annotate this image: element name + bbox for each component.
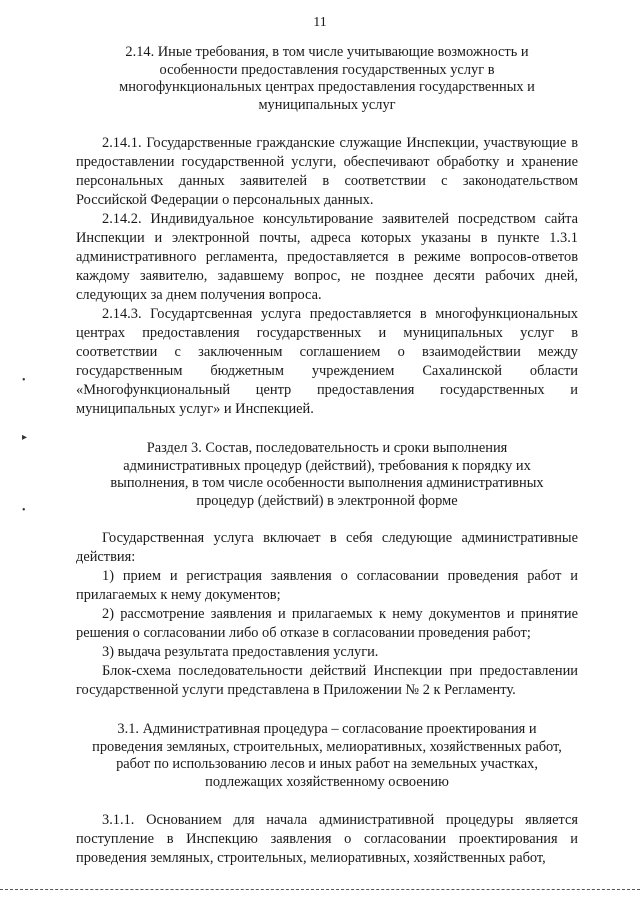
section-heading-2-14: 2.14. Иные требования, в том числе учитывающие возможность и особенности предоставления государственных услуг в многофункциональных центрах предоставления государственных и муниципальных услуг (119, 44, 535, 113)
margin-mark: ▸ (22, 432, 28, 443)
paragraph-flowchart: Блок-схема последовательности действий Инспекции при предоставлении государственной услуги представлена в Приложении № 2 к Регламенту. (76, 663, 578, 698)
margin-mark: • (22, 375, 26, 386)
paragraph-2-14-3: 2.14.3. Государтсвенная услуга предоставляется в многофункциональных центрах предоставления государственных и муниципальных услуг в соответствии с заключенным соглашением о взаимодействии между государственным бюджетным учреждением Сахалинской области «Многофункциональный центр предоставления государственных и муниципальных услуг» и Инспекцией. (76, 306, 578, 417)
scan-edge-line (0, 889, 640, 890)
paragraph-3-1-1: 3.1.1. Основанием для начала административной процедуры является поступление в Инспекцию заявления о согласовании проектирования и проведения земляных, строительных, мелиоративных, хозяйственных работ, (76, 812, 578, 866)
document-body (76, 44, 578, 868)
list-item-2: 2) рассмотрение заявления и прилагаемых к нему документов и принятие решения о согласовании либо об отказе в согласовании проведения работ; (76, 606, 578, 641)
page-number: 11 (313, 15, 327, 30)
margin-mark: • (22, 505, 26, 516)
list-item-1: 1) прием и регистрация заявления о согласовании проведения работ и прилагаемых к нему документов; (76, 568, 578, 603)
section-heading-3: Раздел 3. Состав, последовательность и сроки выполнения административных процедур (действий), требования к порядку их выполнения, в том числе особенности выполнения административных процедур (действий) в электронной форме (110, 440, 544, 509)
list-item-3: 3) выдача результата предоставления услуги. (102, 644, 379, 660)
section-heading-3-1: 3.1. Административная процедура – согласование проектирования и проведения земляных, строительных, мелиоративных, хозяйственных работ, работ по использованию лесов и иных работ на земельных участках, подлежащих хозяйственному освоению (92, 721, 562, 790)
paragraph-2-14-2: 2.14.2. Индивидуальное консультирование заявителей посредством сайта Инспекции и электронной почты, адреса которых указаны в пункте 1.3.1 административного регламента, предоставляется в режиме вопросов-ответов каждому заявителю, задавшему вопрос, не позднее десяти рабочих дней, следующих за днем получения вопроса. (76, 211, 578, 303)
paragraph-2-14-1: 2.14.1. Государственные гражданские служащие Инспекции, участвующие в предоставлении государственной услуги, обеспечивают обработку и хранение персональных данных заявителей в соответствии с законодательством Российской Федерации о персональных данных. (76, 135, 578, 208)
paragraph-intro: Государственная услуга включает в себя следующие административные действия: (76, 530, 578, 565)
